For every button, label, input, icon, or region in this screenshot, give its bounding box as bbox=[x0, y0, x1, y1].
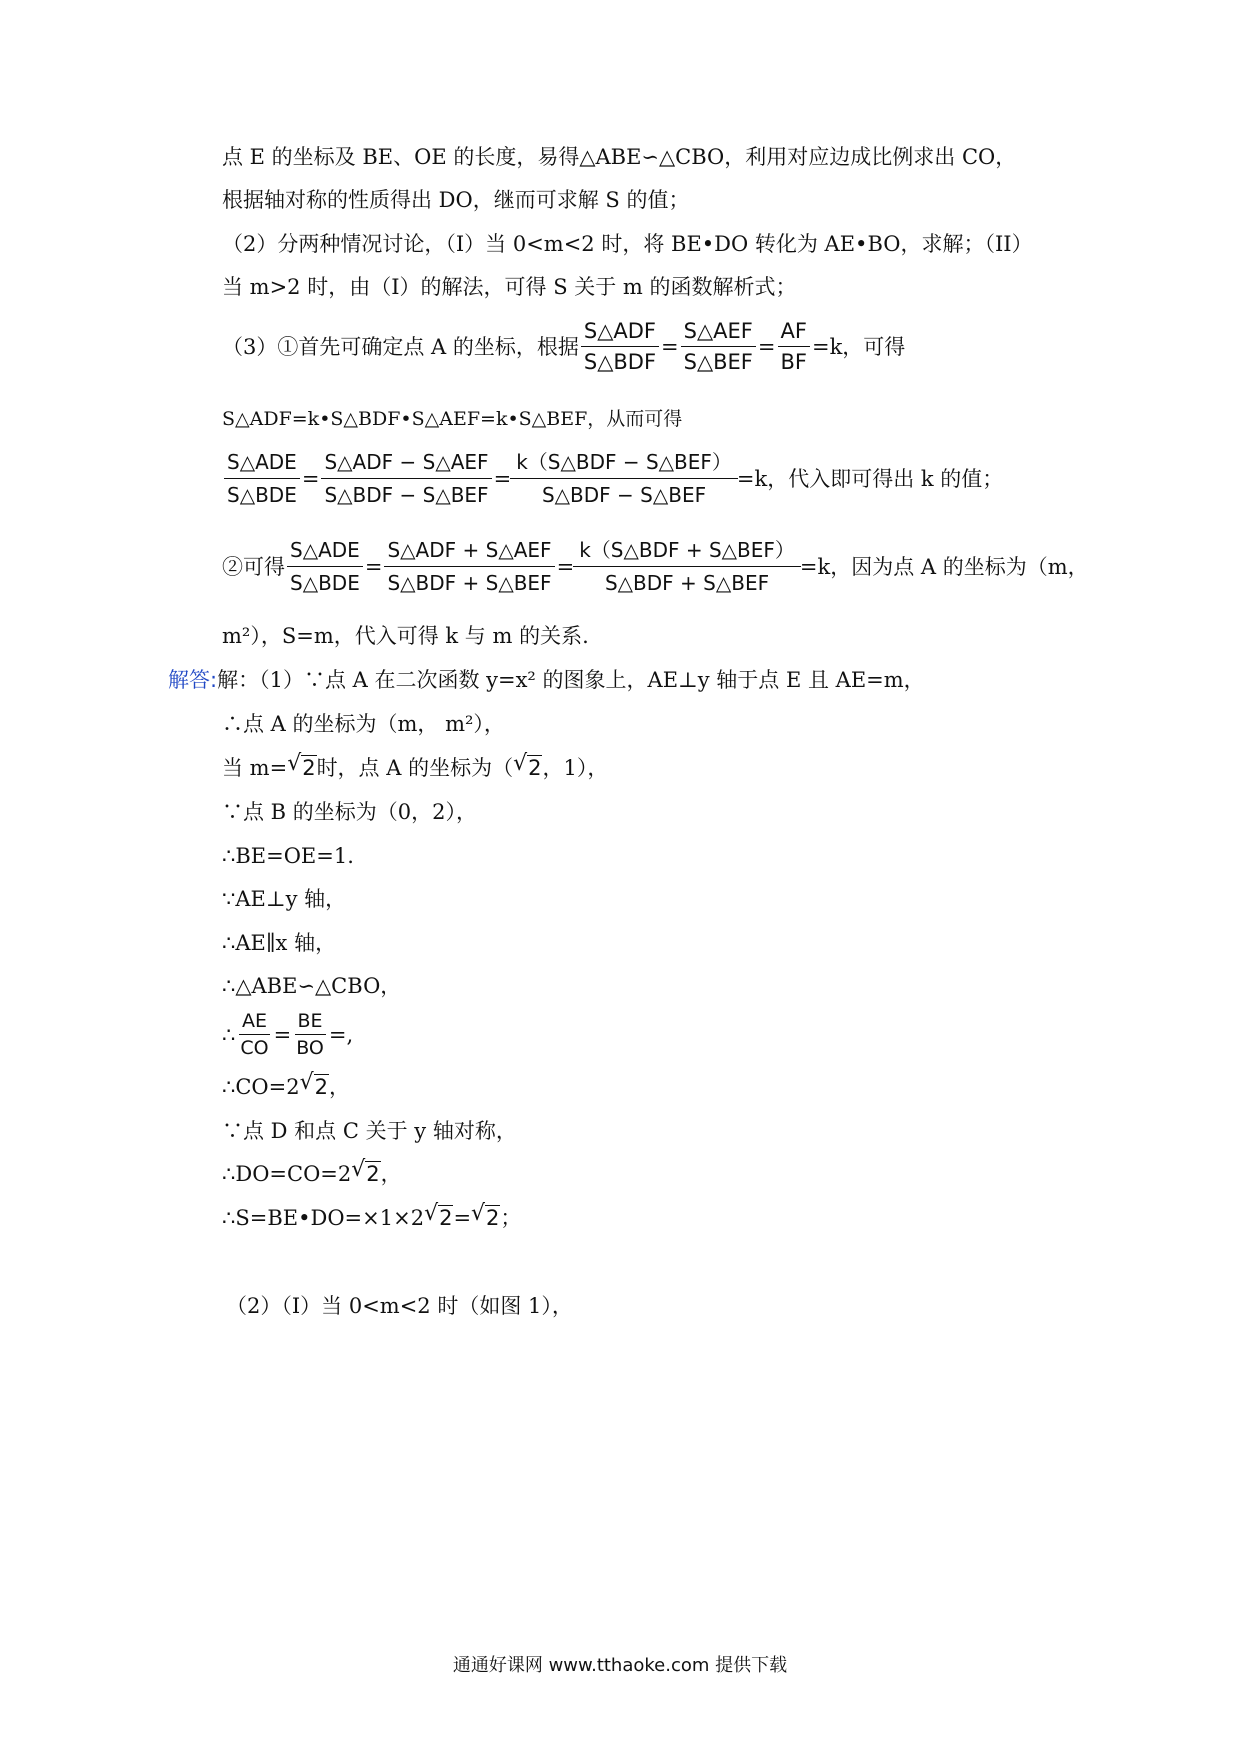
answer-line-9-suffix: =, bbox=[328, 1022, 354, 1047]
analysis-line-8-suffix: =k，因为点 A 的坐标为（m， bbox=[799, 554, 1089, 579]
answer-line-13-b: = bbox=[453, 1206, 472, 1230]
sqrt-2: √ 2 bbox=[351, 1157, 380, 1186]
fraction-adf-bdf: $\frac{\text{S△ADF}}{\text{S△BDF}}$ bbox=[581, 318, 659, 375]
sqrt-2: √ 2 bbox=[287, 751, 316, 780]
answer-line-3-b: 时，点 A 的坐标为（ bbox=[316, 756, 514, 780]
analysis-line-8-prefix: ②可得 bbox=[222, 554, 285, 579]
page-footer: 通通好课网 www.tthaoke.com 提供下载 bbox=[452, 1655, 788, 1676]
answer-line-3 bbox=[222, 751, 609, 782]
analysis-line-7-suffix: =k，代入即可得出 k 的值； bbox=[736, 466, 1004, 491]
answer-line-13-a: ∴S=BE•DO=×1×2 bbox=[222, 1206, 425, 1230]
fraction-be-bo: $\frac{BE}{BO}$ bbox=[296, 1010, 324, 1059]
fraction-aef-bef: $\frac{\text{S△AEF}}{\text{S△BEF}}$ bbox=[681, 318, 756, 375]
analysis-line-2: 根据轴对称的性质得出 DO，继而可求解 S 的值； bbox=[222, 188, 690, 212]
fraction-k-diff: $\frac{\text{k（S△BDF − S△BEF）}}{\text{S△BDF − S△BEF}}$ bbox=[513, 448, 735, 509]
answer-line-10 bbox=[222, 1070, 350, 1101]
fraction-ade-bde-2: $\frac{\text{S△ADE}}{\text{S△BDE}}$ bbox=[287, 536, 363, 597]
analysis-line-6: S△ADF=k•S△BDF•S△AEF=k•S△BEF，从而可得 bbox=[222, 408, 683, 430]
answer-label: 解答: bbox=[168, 668, 218, 692]
answer-line-11: ∵点 D 和点 C 关于 y 轴对称， bbox=[222, 1119, 517, 1143]
answer-line-13 bbox=[222, 1201, 522, 1232]
sqrt-2: √ 2 bbox=[471, 1201, 500, 1230]
answer-line-14: （2）（I）当 0<m<2 时（如图 1）， bbox=[226, 1294, 573, 1318]
answer-line-7: ∴AE∥x 轴， bbox=[222, 931, 337, 955]
answer-line-13-c: ； bbox=[500, 1206, 522, 1230]
answer-line-10-a: ∴CO=2 bbox=[222, 1075, 300, 1099]
answer-line-1-text: 解：（1）∵点 A 在二次函数 y=x² 的图象上，AE⊥y 轴于点 E 且 AE=m， bbox=[217, 668, 925, 692]
answer-line-6: ∵AE⊥y 轴， bbox=[222, 887, 347, 911]
analysis-line-9: m²），S=m，代入可得 k 与 m 的关系. bbox=[222, 624, 589, 648]
answer-line-5: ∴BE=OE=1. bbox=[222, 844, 354, 868]
analysis-line-3: （2）分两种情况讨论，（I）当 0<m<2 时，将 BE•DO 转化为 AE•BO，求解；（II） bbox=[222, 232, 1033, 256]
answer-line-3-c: ，1）， bbox=[542, 756, 609, 780]
answer-line-12 bbox=[222, 1157, 402, 1188]
answer-line-8: ∴△ABE∽△CBO， bbox=[222, 974, 402, 998]
sqrt-2: √ 2 bbox=[424, 1201, 453, 1230]
fraction-sum: $\frac{\text{S△ADF + S△AEF}}{\text{S△BDF + S△BEF}}$ bbox=[384, 536, 554, 597]
answer-line-9: ∴ $\frac{AE}{CO}$ = $\frac{BE}{BO}$ =, bbox=[222, 1010, 354, 1059]
analysis-line-7: $\frac{\text{S△ADE}}{\text{S△BDE}}$ = $\frac{\text{S△ADF − S△AEF}}{\text{S△BDF − S△BEF}}$ = $\frac{\text{k（S△BDF − S△BEF）}}{\text{S△BDF − S△BEF}}$ =k，代入即可得出 k 的值； bbox=[222, 448, 1003, 509]
answer-line-4: ∵点 B 的坐标为（0，2）， bbox=[222, 800, 478, 824]
fraction-ae-co: $\frac{AE}{CO}$ bbox=[240, 1010, 269, 1059]
answer-line-9-prefix: ∴ bbox=[222, 1022, 236, 1047]
fraction-diff: $\frac{\text{S△ADF − S△AEF}}{\text{S△BDF − S△BEF}}$ bbox=[321, 448, 491, 509]
answer-line-12-a: ∴DO=CO=2 bbox=[222, 1162, 352, 1186]
analysis-line-4: 当 m>2 时，由（I）的解法，可得 S 关于 m 的函数解析式； bbox=[222, 275, 797, 299]
analysis-line-1: 点 E 的坐标及 BE、OE 的长度，易得△ABE∽△CBO，利用对应边成比例求出 CO， bbox=[222, 145, 1017, 169]
answer-line-2: ∴点 A 的坐标为（m， m²）， bbox=[222, 712, 505, 736]
fraction-k-sum: $\frac{\text{k（S△BDF + S△BEF）}}{\text{S△BDF + S△BEF}}$ bbox=[576, 536, 798, 597]
answer-line-10-b: ， bbox=[328, 1075, 350, 1099]
analysis-line-5-suffix: =k，可得 bbox=[811, 334, 906, 359]
fraction-af-bf: $\frac{AF}{BF}$ bbox=[777, 318, 810, 375]
answer-line-1 bbox=[168, 666, 925, 694]
answer-line-12-b: ， bbox=[380, 1162, 402, 1186]
sqrt-2: √ 2 bbox=[299, 1070, 328, 1099]
sqrt-2: √ 2 bbox=[513, 751, 542, 780]
analysis-line-5-prefix: （3）①首先可确定点 A 的坐标，根据 bbox=[222, 334, 579, 359]
analysis-line-8: ②可得 $\frac{\text{S△ADE}}{\text{S△BDE}}$ = $\frac{\text{S△ADF + S△AEF}}{\text{S△BDF + S△BEF}}$ = $\frac{\text{k（S△BDF + S△BEF）}}{\text{S△BDF + S△BEF}}$ =k，因为点 A 的坐标为（m， bbox=[222, 538, 1089, 595]
analysis-line-5: （3）①首先可确定点 A 的坐标，根据 $\frac{\text{S△ADF}}{\text{S△BDF}}$ = $\frac{\text{S△AEF}}{\text{S△BEF}}$ = $\frac{AF}{BF}$ =k，可得 bbox=[222, 319, 906, 374]
fraction-ade-bde: $\frac{\text{S△ADE}}{\text{S△BDE}}$ bbox=[224, 448, 300, 509]
answer-line-3-a: 当 m= bbox=[222, 756, 288, 780]
